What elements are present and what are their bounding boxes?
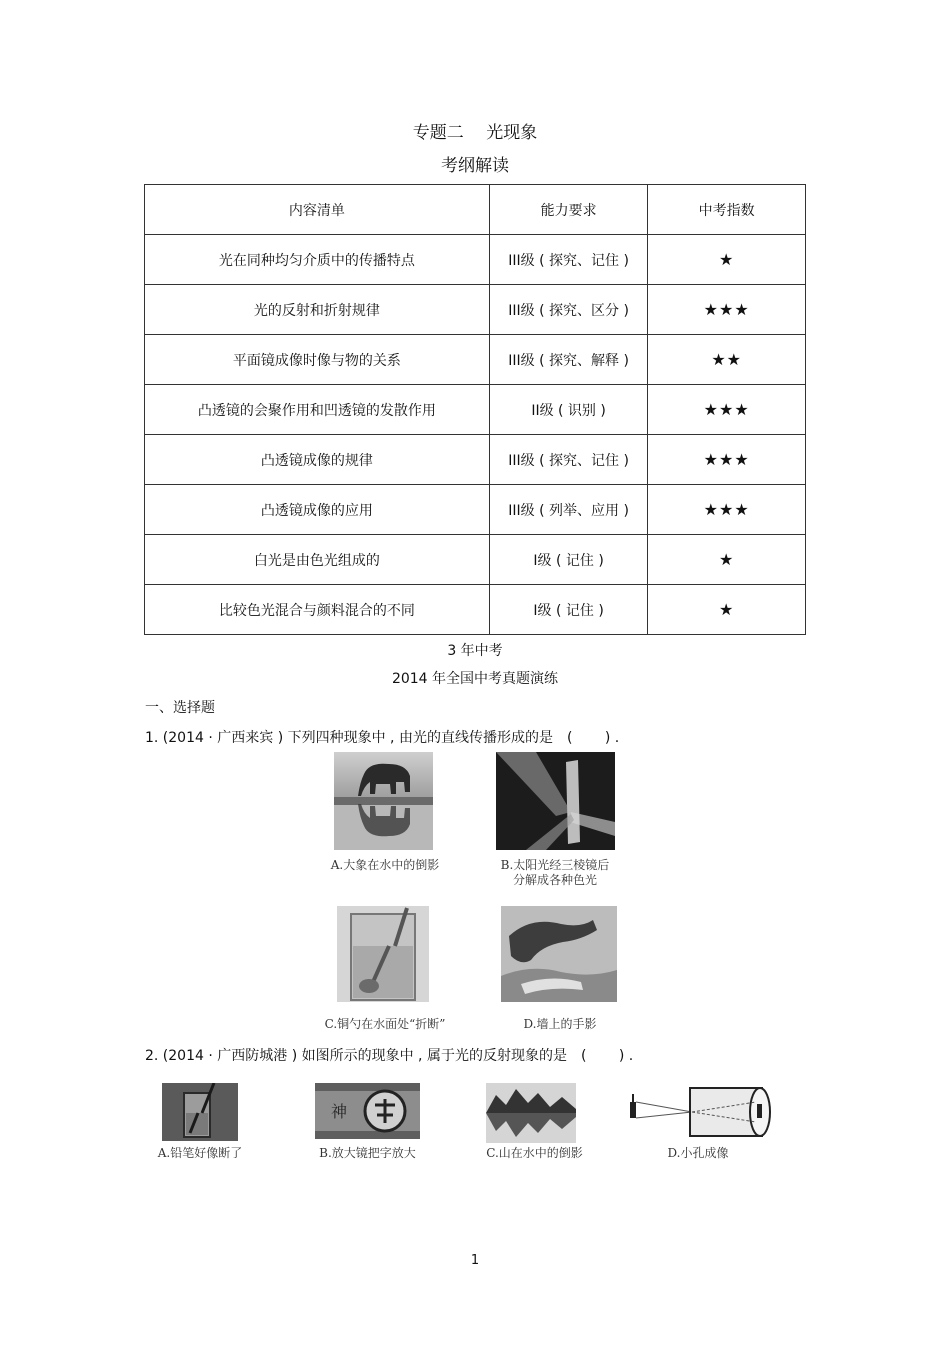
row-content: 凸透镜成像的规律 [145,435,490,485]
row-content: 凸透镜成像的应用 [145,485,490,535]
page-number: 1 [470,1253,480,1268]
part-heading: 一、选择题 [145,700,215,716]
row-content: 白光是由色光组成的 [145,535,490,585]
row-level: III级 ( 探究、解释 ) [489,335,648,385]
section-subtitle: 考纲解读 [441,156,509,176]
table-row [145,385,806,435]
row-level: III级 ( 探究、记住 ) [489,435,648,485]
row-content: 凸透镜的会聚作用和凹透镜的发散作用 [145,385,490,435]
row-content: 平面镜成像时像与物的关系 [145,335,490,385]
row-index: ★★★ [648,385,806,435]
prism-spectrum-image [496,752,615,850]
section-heading-3yr: 3 年中考 [447,643,503,659]
row-index: ★★★ [648,485,806,535]
header-level: 能力要求 [489,185,648,235]
row-index: ★ [648,535,806,585]
table-row [145,535,806,585]
hand-shadow-image [501,906,617,1002]
mountain-reflection-image [486,1083,576,1143]
table-row [145,585,806,635]
row-level: II级 ( 识别 ) [489,385,648,435]
row-content: 比较色光混合与颜料混合的不同 [145,585,490,635]
table-row [145,435,806,485]
pencil-in-water-image [162,1083,238,1141]
magnifier-text-image [315,1083,420,1139]
q2-caption-c: C.山在水中的倒影 [486,1146,583,1160]
spoon-in-water-image [337,906,429,1002]
row-content: 光的反射和折射规律 [145,285,490,335]
page-title: 专题二 光现象 [412,123,538,143]
table-row [145,485,806,535]
table-row [145,285,806,335]
table-header-row [145,185,806,235]
row-level: I级 ( 记住 ) [489,585,648,635]
row-index: ★★★ [648,285,806,335]
pinhole-camera-image [624,1080,776,1146]
header-index: 中考指数 [648,185,806,235]
q1-caption-a: A.大象在水中的倒影 [330,858,440,872]
q2-caption-b: B.放大镜把字放大 [319,1146,416,1160]
svg-text:神: 神 [331,1102,348,1121]
header-content: 内容清单 [145,185,490,235]
row-level: III级 ( 探究、记住 ) [489,235,648,285]
question-2-text: 2. (2014 · 广西防城港 ) 如图所示的现象中 , 属于光的反射现象的是 ( ) . [145,1048,634,1064]
row-content: 光在同种均匀介质中的传播特点 [145,235,490,285]
elephant-reflection-image [334,752,433,850]
q2-caption-a: A.铅笔好像断了 [157,1146,243,1160]
outline-table [144,184,806,635]
q1-caption-d: D.墙上的手影 [523,1017,597,1031]
row-index: ★★ [648,335,806,385]
row-index: ★ [648,585,806,635]
row-index: ★ [648,235,806,285]
section-heading-2014: 2014 年全国中考真题演练 [391,671,559,687]
q2-caption-d: D.小孔成像 [667,1146,729,1160]
row-level: III级 ( 列举、应用 ) [489,485,648,535]
table-row [145,235,806,285]
q1-caption-c: C.铜勺在水面处“折断” [324,1017,446,1031]
table-row [145,335,806,385]
question-1-text: 1. (2014 · 广西来宾 ) 下列四种现象中 , 由光的直线传播形成的是 ( ) . [145,730,620,746]
row-index: ★★★ [648,435,806,485]
q1-caption-b: B.太阳光经三棱镜后 分解成各种色光 [500,858,610,887]
row-level: I级 ( 记住 ) [489,535,648,585]
row-level: III级 ( 探究、区分 ) [489,285,648,335]
